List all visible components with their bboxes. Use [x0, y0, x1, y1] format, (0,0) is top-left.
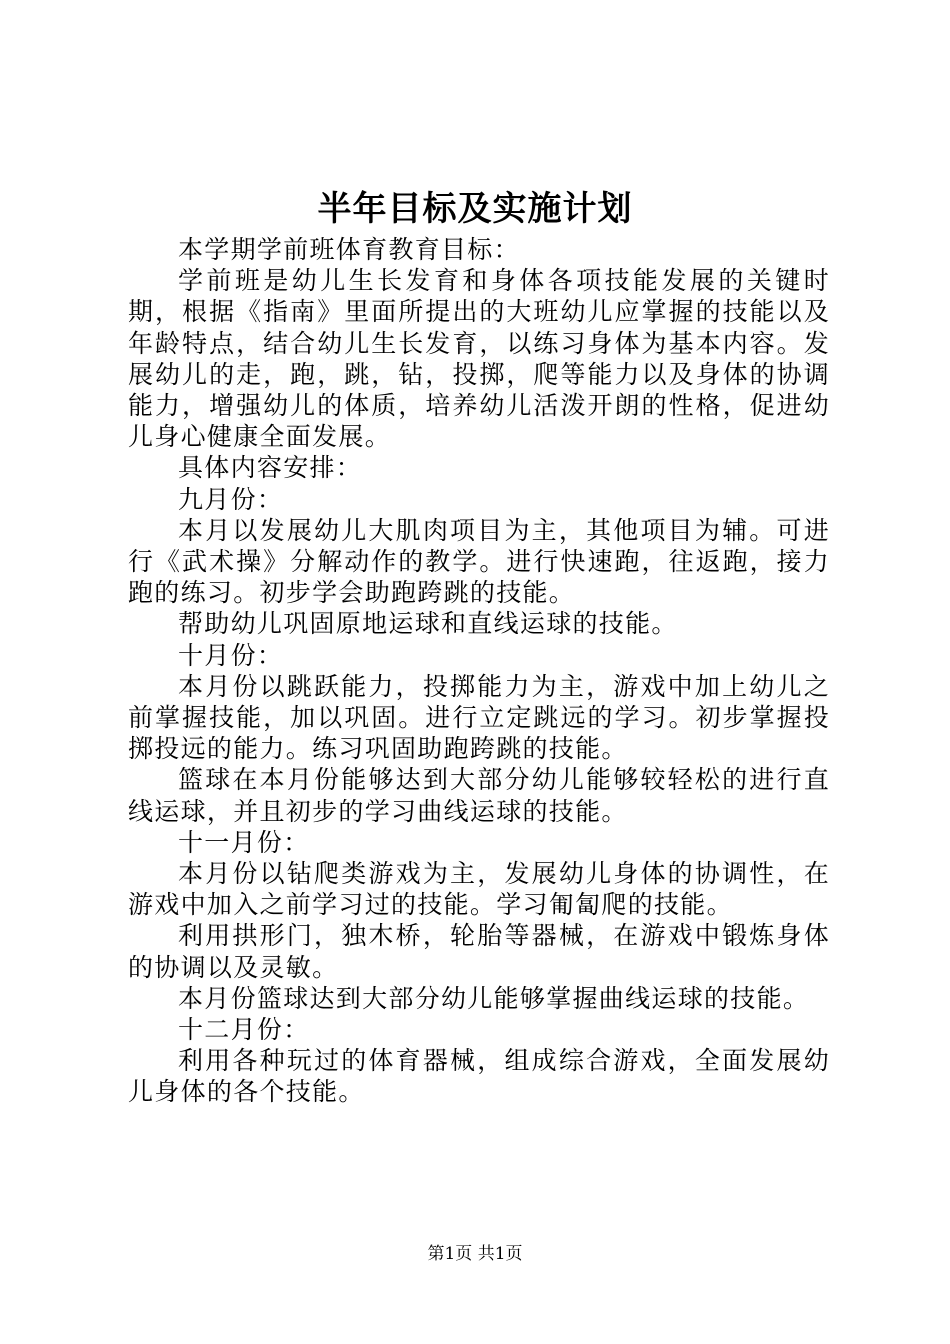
paragraph: 十一月份： [178, 827, 310, 857]
paragraph: 具体内容安排： [178, 453, 363, 483]
paragraph: 十月份： [178, 640, 284, 670]
paragraph: 利用各种玩过的体育器械，组成综合游戏，全面发展幼儿身体的各个技能。 [128, 1046, 830, 1107]
paragraph: 十二月份： [178, 1015, 310, 1045]
paragraph: 本月份以钻爬类游戏为主，发展幼儿身体的协调性，在游戏中加入之前学习过的技能。学习匍匐爬的技能。 [128, 859, 830, 920]
paragraph: 九月份： [178, 484, 284, 514]
document-title: 半年目标及实施计划 [317, 189, 633, 229]
paragraph: 本月份篮球达到大部分幼儿能够掌握曲线运球的技能。 [178, 983, 810, 1013]
document-body [128, 234, 830, 1108]
paragraph: 帮助幼儿巩固原地运球和直线运球的技能。 [178, 609, 678, 639]
paragraph: 本月份以跳跃能力，投掷能力为主，游戏中加上幼儿之前掌握技能，加以巩固。进行立定跳远的学习。初步掌握投掷投远的能力。练习巩固助跑跨跳的技能。 [128, 671, 830, 764]
paragraph: 学前班是幼儿生长发育和身体各项技能发展的关键时期，根据《指南》里面所提出的大班幼儿应掌握的技能以及年龄特点，结合幼儿生长发育，以练习身体为基本内容。发展幼儿的走，跑，跳，钻，投掷，爬等能力以及身体的协调能力，增强幼儿的体质，培养幼儿活泼开朗的性格，促进幼儿身心健康全面发展。 [128, 266, 830, 452]
paragraph: 利用拱形门，独木桥，轮胎等器械，在游戏中锻炼身体的协调以及灵敏。 [128, 921, 830, 982]
paragraph: 本月以发展幼儿大肌肉项目为主，其他项目为辅。可进行《武术操》分解动作的教学。进行快速跑，往返跑，接力跑的练习。初步学会助跑跨跳的技能。 [128, 515, 830, 608]
paragraph: 篮球在本月份能够达到大部分幼儿能够较轻松的进行直线运球，并且初步的学习曲线运球的技能。 [128, 765, 830, 826]
page-footer: 第1页 共1页 [427, 1244, 523, 1264]
paragraph: 本学期学前班体育教育目标： [178, 235, 520, 264]
